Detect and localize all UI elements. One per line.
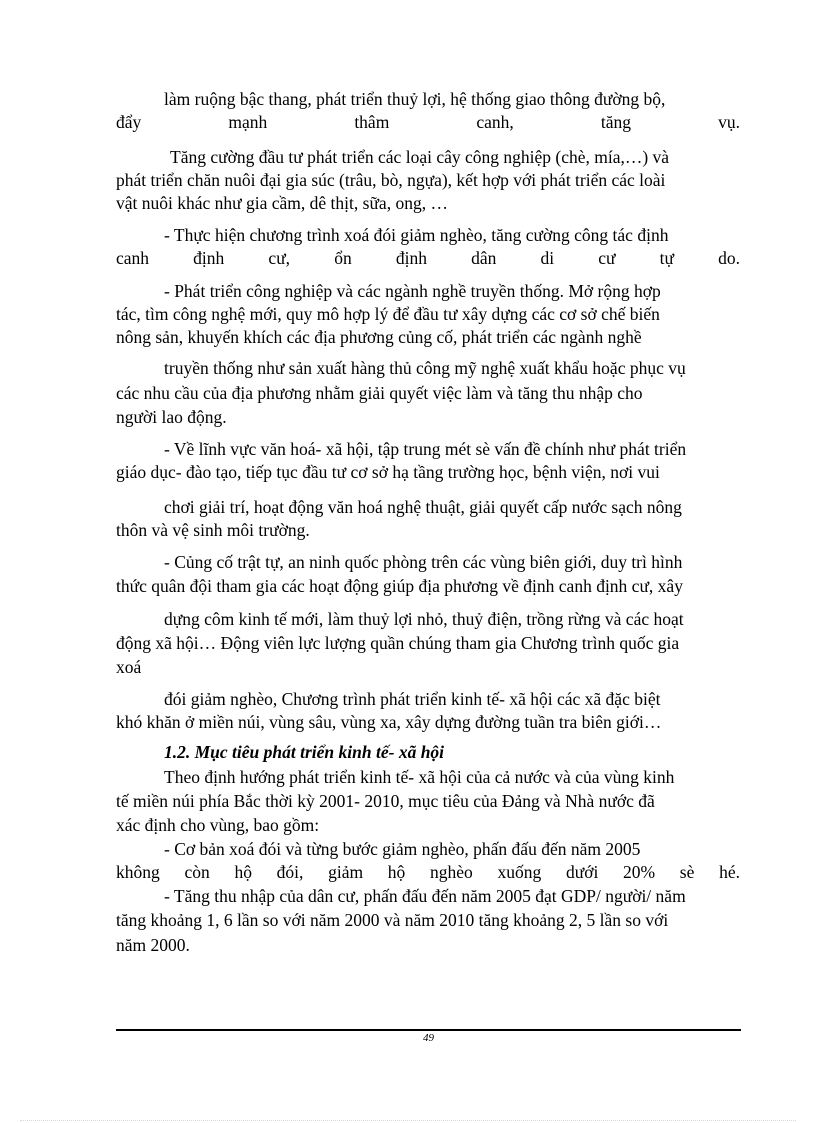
text-line: vật nuôi khác như gia cầm, dê thịt, sữa, ong, … — [116, 193, 448, 213]
text-line: nông sản, khuyến khích các địa phương củng cố, phát triển các ngành nghề — [116, 327, 642, 347]
text-line: người lao động. — [116, 407, 227, 427]
text-line: Theo định hướng phát triển kinh tế- xã hội của cả nước và của vùng kinh — [164, 767, 675, 787]
text-line: đẩy mạnh thâm canh, tăng vụ. — [116, 112, 740, 132]
text-line: phát triển chăn nuôi đại gia súc (trâu, bò, ngựa), kết hợp với phát triển các loài — [116, 170, 666, 190]
text-line: tăng khoảng 1, 6 lần so với năm 2000 và năm 2010 tăng khoảng 2, 5 lần so với — [116, 910, 669, 930]
text-line: xác định cho vùng, bao gồm: — [116, 815, 320, 835]
text-line: - Tăng thu nhập của dân cư, phấn đấu đến năm 2005 đạt GDP/ người/ năm — [164, 886, 686, 906]
text-line: canh định cư, ổn định dân di cư tự do. — [116, 248, 740, 268]
text-line: chơi giải trí, hoạt động văn hoá nghệ thuật, giải quyết cấp nước sạch nông — [164, 497, 682, 517]
text-line: thức quân đội tham gia các hoạt động giúp địa phương về định canh định cư, xây — [116, 576, 683, 596]
text-line: Tăng cường đầu tư phát triển các loại cây công nghiệp (chè, mía,…) và — [170, 147, 670, 167]
text-line: thôn và vệ sinh môi trường. — [116, 520, 310, 540]
text-line: xoá — [116, 657, 142, 677]
text-line: tế miền núi phía Bắc thời kỳ 2001- 2010, mục tiêu của Đảng và Nhà nước đã — [116, 791, 655, 811]
text-line: - Cơ bản xoá đói và từng bước giảm nghèo, phấn đấu đến năm 2005 — [164, 839, 641, 859]
text-line: - Củng cố trật tự, an ninh quốc phòng trên các vùng biên giới, duy trì hình — [164, 552, 683, 572]
text-line: - Về lĩnh vực văn hoá- xã hội, tập trung mét sè vấn đề chính như phát triển — [164, 439, 687, 459]
text-line: năm 2000. — [116, 935, 190, 955]
text-line: các nhu cầu của địa phương nhằm giải quyết việc làm và tăng thu nhập cho — [116, 383, 643, 403]
text-line: dựng côm kinh tế mới, làm thuỷ lợi nhỏ, thuỷ điện, trồng rừng và các hoạt — [164, 609, 684, 629]
text-line: đói giảm nghèo, Chương trình phát triển kinh tế- xã hội các xã đặc biệt — [164, 689, 661, 709]
page-number: 49 — [423, 1032, 434, 1044]
text-line: động xã hội… Động viên lực lượng quần chúng tham gia Chương trình quốc gia — [116, 633, 680, 653]
text-line: - Thực hiện chương trình xoá đói giảm nghèo, tăng cường công tác định — [164, 225, 669, 245]
text-line: khó khăn ở miền núi, vùng sâu, vùng xa, xây dựng đường tuần tra biên giới… — [116, 712, 662, 732]
text-line: tác, tìm công nghệ mới, quy mô hợp lý để đầu tư xây dựng các cơ sở chế biến — [116, 304, 660, 324]
text-line: truyền thống như sản xuất hàng thủ công mỹ nghệ xuất khẩu hoặc phục vụ — [164, 358, 686, 378]
page-edge-divider — [20, 1120, 796, 1121]
section-heading: 1.2. Mục tiêu phát triển kinh tế- xã hội — [164, 742, 445, 762]
text-line: làm ruộng bậc thang, phát triển thuỷ lợi, hệ thống giao thông đường bộ, — [164, 89, 666, 109]
text-line: - Phát triển công nghiệp và các ngành nghề truyền thống. Mở rộng hợp — [164, 281, 661, 301]
text-line: giáo dục- đào tạo, tiếp tục đầu tư cơ sở hạ tầng trường học, bệnh viện, nơi vui — [116, 462, 660, 482]
text-line: không còn hộ đói, giảm hộ nghèo xuống dưới 20% sè hé. — [116, 862, 740, 882]
